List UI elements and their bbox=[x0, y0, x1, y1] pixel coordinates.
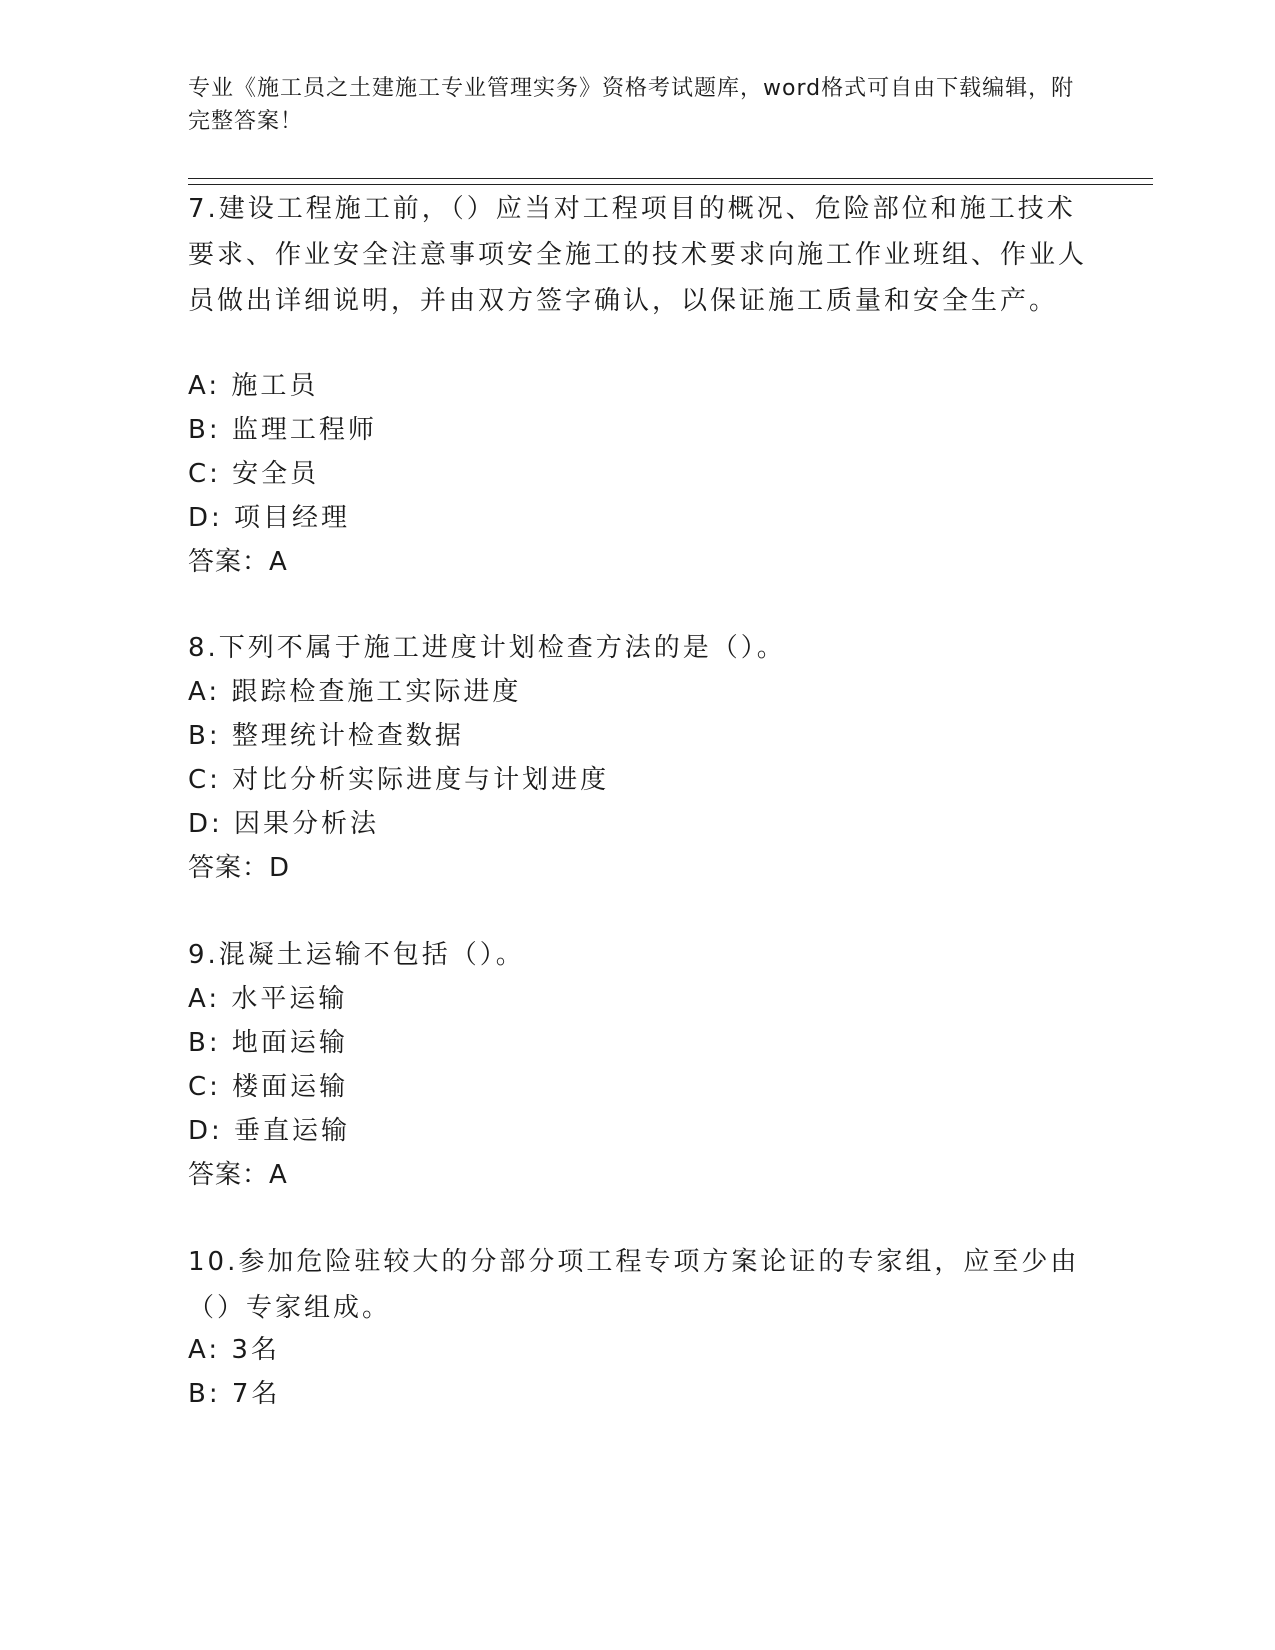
document-header: 专业《施工员之土建施工专业管理实务》资格考试题库，word格式可自由下载编辑，附完整答案！ bbox=[188, 76, 1075, 134]
question-9-option-b: B: 地面运输 bbox=[188, 1028, 348, 1058]
header-divider-top bbox=[188, 178, 1153, 179]
question-7-option-c: C: 安全员 bbox=[188, 459, 320, 489]
question-7-answer: 答案：A bbox=[188, 547, 288, 577]
question-10-option-b: B: 7名 bbox=[188, 1379, 281, 1409]
question-8-text: 8.下列不属于施工进度计划检查方法的是（）。 bbox=[188, 633, 786, 663]
question-8-option-c: C: 对比分析实际进度与计划进度 bbox=[188, 765, 610, 795]
question-9-text: 9.混凝土运输不包括（）。 bbox=[188, 940, 525, 970]
question-10-text: 10.参加危险驻较大的分部分项工程专项方案论证的专家组，应至少由（）专家组成。 bbox=[188, 1247, 1080, 1323]
question-7-option-b: B: 监理工程师 bbox=[188, 415, 377, 445]
question-8-answer: 答案：D bbox=[188, 853, 291, 883]
question-10-option-a: A: 3名 bbox=[188, 1335, 280, 1365]
question-9-option-d: D: 垂直运输 bbox=[188, 1116, 351, 1146]
question-9-option-c: C: 楼面运输 bbox=[188, 1072, 349, 1102]
question-7-option-a: A: 施工员 bbox=[188, 371, 319, 401]
question-8-option-a: A: 跟踪检查施工实际进度 bbox=[188, 677, 522, 707]
header-divider-bottom bbox=[188, 184, 1153, 185]
question-7-text: 7.建设工程施工前，（）应当对工程项目的概况、危险部位和施工技术要求、作业安全注意事项安全施工的技术要求向施工作业班组、作业人员做出详细说明，并由双方签字确认，以保证施工质量和安全生产。 bbox=[188, 194, 1088, 316]
question-7-option-d: D: 项目经理 bbox=[188, 503, 351, 533]
question-9-answer: 答案：A bbox=[188, 1160, 288, 1190]
question-8-option-d: D: 因果分析法 bbox=[188, 809, 380, 839]
question-8-option-b: B: 整理统计检查数据 bbox=[188, 721, 464, 751]
question-9-option-a: A: 水平运输 bbox=[188, 984, 348, 1014]
